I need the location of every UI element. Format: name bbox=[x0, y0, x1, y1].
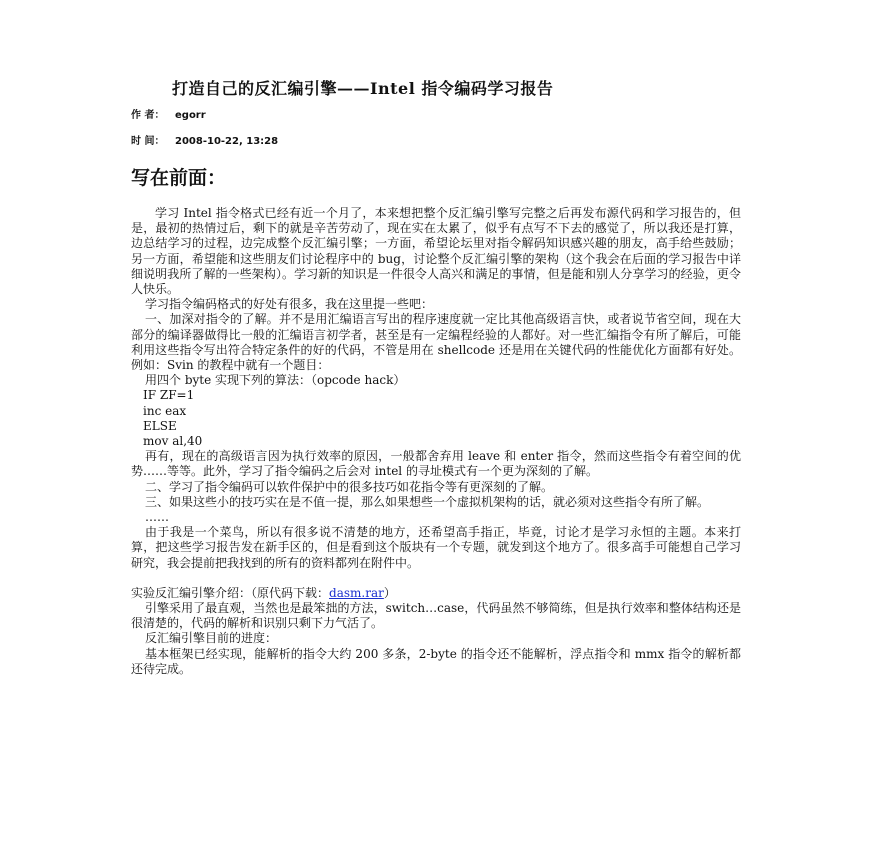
paragraph-benefits-lead: 学习指令编码格式的好处有很多，我在这里提一些吧： bbox=[145, 297, 434, 312]
paragraph-leave-enter: 再有，现在的高级语言因为执行效率的原因，一般都舍弃用 leave 和 enter 指令，然而这些指令有着空间的优势……等等。此外，学习了指令编码之后会对 intel 的寻址模式有一个更为深刻的了解。 bbox=[131, 449, 741, 479]
paragraph-closing: 由于我是一个菜鸟，所以有很多说不清楚的地方，还希望高手指正，毕竟，讨论才是学习永恒的主题。本来打算，把这些学习报告发在新手区的，但是看到这个版块有一个专题，就发到这个地方了。很多高手可能想自己学习研究，我会提前把我找到的所有的资料都列在附件中。 bbox=[131, 525, 741, 570]
spacer bbox=[131, 571, 741, 586]
code-line: mov al,40 bbox=[143, 434, 203, 449]
download-link[interactable]: dasm.rar bbox=[329, 585, 384, 600]
paragraph-ellipsis: …… bbox=[145, 510, 169, 525]
engine-approach-paragraph: 引擎采用了最直观，当然也是最笨拙的方法，switch…case，代码虽然不够简练，但是执行效率和整体结构还是很清楚的，代码的解析和识别只剩下力气活了。 bbox=[131, 601, 741, 631]
section-heading: 写在前面： bbox=[131, 167, 227, 189]
engine-intro-prefix: 实验反汇编引擎介绍：（原代码下载： bbox=[131, 585, 330, 600]
paragraph-benefit-2: 二、学习了指令编码可以软件保护中的很多技巧如花指令等有更深刻的了解。 bbox=[145, 479, 554, 494]
engine-intro-line bbox=[131, 586, 741, 601]
time-value: 2008-10-22, 13:28 bbox=[175, 136, 279, 147]
engine-progress-paragraph: 基本框架已经实现，能解析的指令大约 200 多条，2-byte 的指令还不能解析，浮点指令和 mmx 指令的解析都还待完成。 bbox=[131, 646, 741, 676]
author-name: egorr bbox=[175, 110, 206, 121]
paragraph-benefit-3: 三、如果这些小的技巧实在是不值一提，那么如果想些一个虚拟机架构的话，就必须对这些指令有所了解。 bbox=[145, 494, 710, 509]
paragraph-intro: 学习 Intel 指令格式已经有近一个月了，本来想把整个反汇编引擎写完整之后再发布源代码和学习报告的，但是，最初的热情过后，剩下的就是辛苦劳动了，现在实在太累了，似乎有点写不下去的感觉了，所以我还是打算，边总结学习的过程，边完成整个反汇编引擎；一方面，希望论坛里对指令解码知识感兴趣的朋友，高手给些鼓励；另一方面，希望能和这些朋友们讨论程序中的 bug，讨论整个反汇编引擎的架构（这个我会在后面的学习报告中详细说明我所了解的一些架构）。学习新的知识是一件很令人高兴和满足的事情，但是能和别人分享学习的经验，更令人快乐。 bbox=[131, 206, 741, 297]
author-label: 作 者： bbox=[131, 110, 165, 121]
code-line: ELSE bbox=[143, 418, 177, 433]
engine-progress-heading: 反汇编引擎目前的进度： bbox=[145, 631, 278, 646]
document-body bbox=[131, 206, 741, 677]
code-line: IF ZF=1 bbox=[143, 388, 195, 403]
engine-intro-suffix: ） bbox=[383, 585, 396, 600]
document-title: 打造自己的反汇编引擎——Intel 指令编码学习报告 bbox=[172, 79, 554, 98]
paragraph-benefit-1: 一、加深对指令的了解。并不是用汇编语言写出的程序速度就一定比其他高级语言快，或者说节省空间，现在大部分的编译器做得比一般的汇编语言初学者，甚至是有一定编程经验的人都好。对一些汇编指令有所了解后，可能利用这些指令写出符合特定条件的好的代码，不管是用在 shellcode 还是用在关键代码的性能优化方面都有好处。例如：Svin 的教程中就有一个题目： bbox=[131, 312, 741, 373]
time-label: 时 间： bbox=[131, 136, 165, 147]
paragraph-exercise: 用四个 byte 实现下列的算法：（opcode hack） bbox=[145, 373, 406, 388]
time-line bbox=[131, 132, 278, 147]
author-line bbox=[131, 106, 206, 121]
code-line: inc eax bbox=[143, 403, 187, 418]
